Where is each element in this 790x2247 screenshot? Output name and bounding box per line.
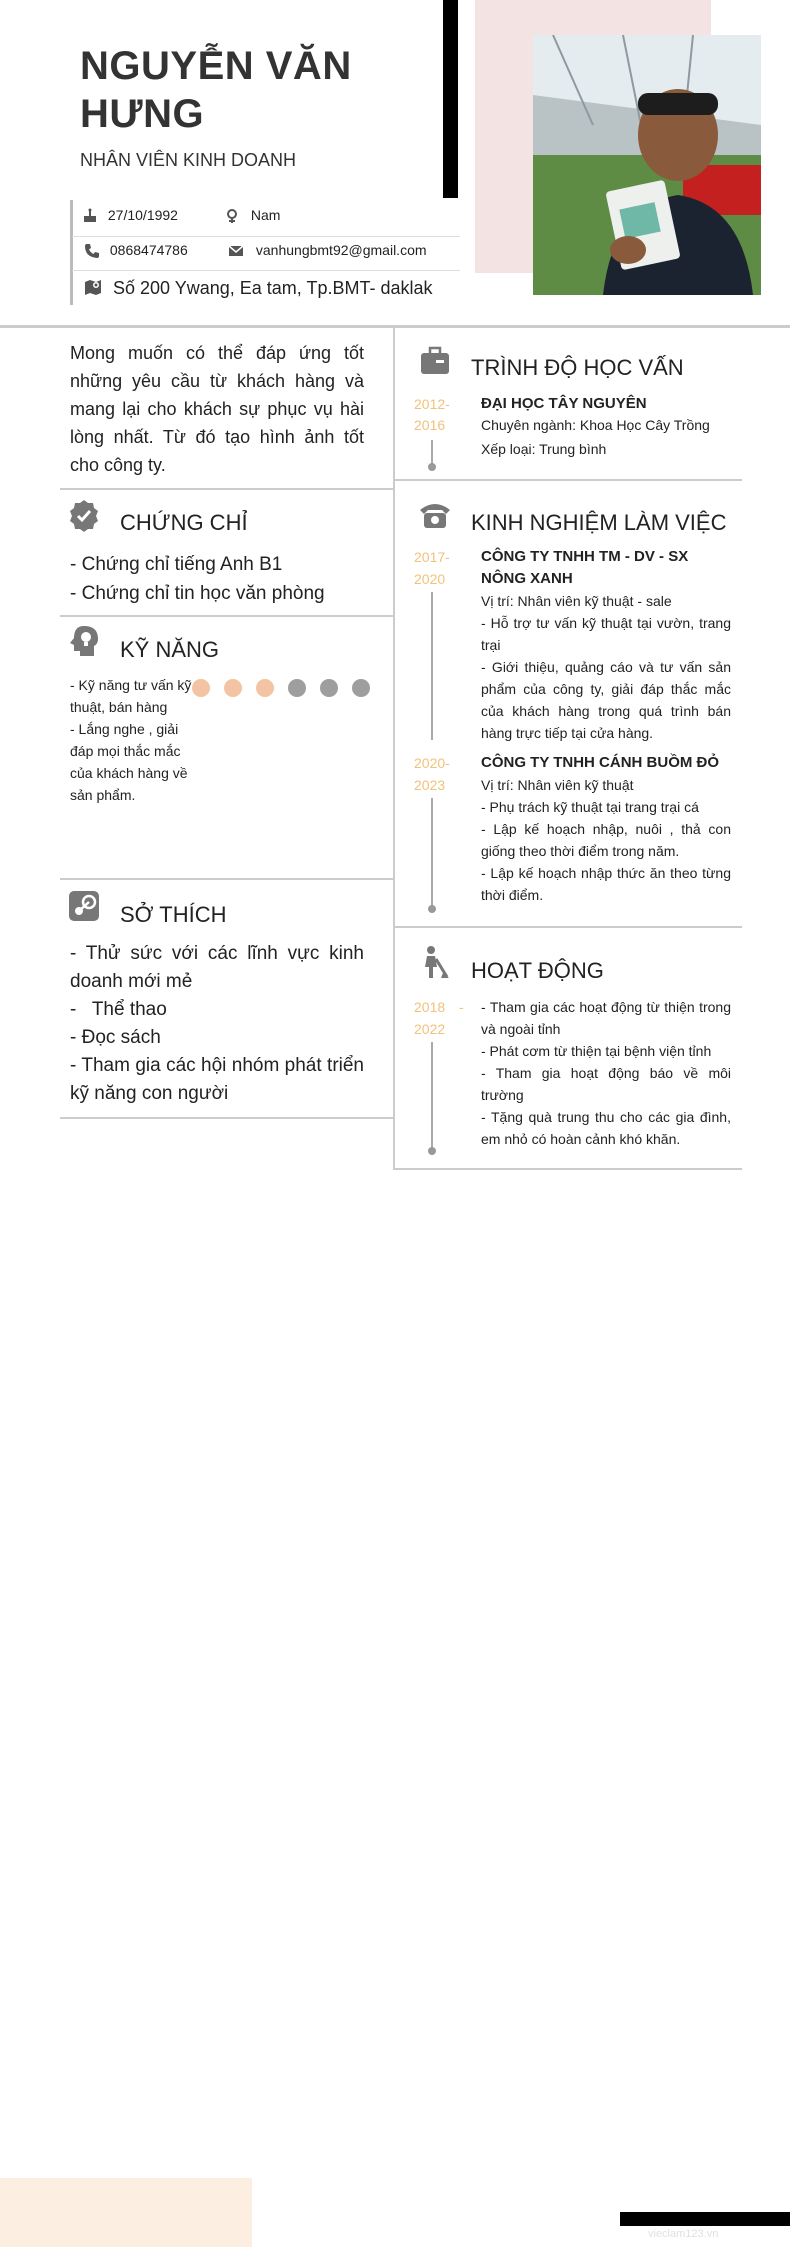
job-year-end: 2023 (414, 777, 446, 793)
candidate-name: NGUYỄN VĂN HƯNG (80, 44, 352, 136)
job-year-start: 2017- (414, 549, 450, 565)
skill-rating-dot-filled (192, 679, 210, 697)
activities-year-dash: - (459, 999, 464, 1015)
birthday-cake-icon (82, 208, 98, 224)
phone-row (84, 242, 188, 259)
job-duty: - Hỗ trợ tư vấn kỹ thuật tại vườn, trang trại (481, 615, 731, 653)
dob-row (82, 207, 178, 224)
hobbies-list (70, 940, 364, 1108)
timeline-line (431, 798, 433, 909)
profile-photo (533, 35, 761, 295)
section-divider (60, 1117, 394, 1119)
education-year-end: 2016 (414, 417, 446, 433)
gender-value: Nam (250, 207, 281, 223)
address-row (84, 278, 433, 299)
phone-icon (84, 243, 100, 259)
activity-item: - Tham gia hoạt động báo về môi trường (481, 1065, 731, 1103)
phone-value[interactable]: 0868474786 (109, 242, 188, 258)
column-divider (393, 328, 395, 1170)
skills-title: KỸ NĂNG (120, 637, 220, 662)
timeline-dot (428, 905, 436, 913)
email-icon (228, 244, 244, 258)
contact-divider (72, 236, 460, 237)
career-objective: Mong muốn có thể đáp ứng tốt những yêu cầu từ khách hàng và mang lại cho khách sự phục vụ hài lòng nhất. Từ đó tạo hình ảnh tốt cho công ty. (70, 343, 364, 475)
skill-item: - Kỹ năng tư vấn kỹ thuật, bán hàng (70, 677, 192, 715)
skill-item: - Lắng nghe , giải đáp mọi thắc mắc của khách hàng về sản phẩm. (70, 721, 188, 803)
email-row (228, 242, 427, 258)
certificate-badge-icon (68, 498, 100, 534)
job-duty: - Lập kế hoạch nhập thức ăn theo từng thời điểm. (481, 865, 731, 903)
skill-rating-dot-empty (352, 679, 370, 697)
experience-title: KINH NGHIỆM LÀM VIỆC (471, 510, 727, 535)
job-title: NHÂN VIÊN KINH DOANH (80, 150, 297, 170)
graduation-icon (420, 346, 450, 376)
timeline-line (431, 1042, 433, 1150)
skill-rating-dot-filled (256, 679, 274, 697)
activity-item: - Tham gia các hoạt động từ thiện trong và ngoài tỉnh (481, 999, 731, 1037)
education-title: TRÌNH ĐỘ HỌC VẤN (471, 355, 684, 380)
footer-decor-block (0, 2178, 252, 2247)
watermark: vieclam123.vn (648, 2228, 719, 2240)
job-position: Vị trí: Nhân viên kỹ thuật (481, 777, 634, 793)
skill-rating-dot-empty (320, 679, 338, 697)
gender-icon (225, 208, 241, 224)
worker-activity-icon (419, 945, 449, 979)
hobby-item: - Đọc sách (70, 1027, 161, 1048)
section-divider (395, 479, 742, 481)
activities-year-end: 2022 (414, 1021, 446, 1037)
header-divider (0, 325, 790, 328)
education-year-start: 2012- (414, 396, 450, 412)
certificates-title: CHỨNG CHỈ (120, 510, 248, 535)
timeline-line (431, 592, 433, 740)
hobby-item: - Thử sức với các lĩnh vực kinh doanh mới mẻ (70, 943, 364, 992)
timeline-dot (428, 463, 436, 471)
education-grade: Xếp loại: Trung bình (481, 441, 607, 457)
job-year-end: 2020 (414, 571, 446, 587)
hobby-steam-icon (68, 890, 100, 922)
job-company: CÔNG TY TNHH TM - DV - SX NÔNG XANH (481, 548, 689, 587)
activity-item: - Phát cơm từ thiện tại bệnh viện tỉnh (481, 1043, 712, 1059)
hobby-item: - Thể thao (70, 999, 167, 1020)
hobbies-title: SỞ THÍCH (120, 902, 227, 927)
skill-rating (192, 679, 384, 702)
hobby-item: - Tham gia các hội nhóm phát triển kỹ năng con người (70, 1055, 364, 1104)
telephone-work-icon (418, 500, 452, 530)
address-value: Số 200 Ywang, Ea tam, Tp.BMT- daklak (113, 278, 433, 298)
job-company: CÔNG TY TNHH CÁNH BUỒM ĐỎ (481, 754, 720, 771)
section-divider (395, 926, 742, 928)
contact-divider (72, 270, 460, 271)
job-position: Vị trí: Nhân viên kỹ thuật - sale (481, 593, 672, 609)
timeline-dot (428, 1147, 436, 1155)
skill-rating-dot-empty (288, 679, 306, 697)
certificate-item: - Chứng chỉ tin học văn phòng (70, 583, 325, 604)
section-divider (60, 615, 394, 617)
job-duty: - Lập kế hoạch nhập, nuôi , thả con giống theo thời điểm trong năm. (481, 821, 731, 859)
activities-list (481, 996, 731, 1150)
footer-decor-bar (620, 2212, 790, 2226)
section-divider (395, 1168, 742, 1170)
head-lightbulb-icon (68, 624, 102, 658)
education-school: ĐẠI HỌC TÂY NGUYÊN (481, 395, 647, 412)
map-pin-icon (84, 278, 102, 296)
dob-value: 27/10/1992 (107, 207, 178, 223)
job-year-start: 2020- (414, 755, 450, 771)
gender-row (225, 207, 280, 224)
section-divider (60, 488, 394, 490)
activities-year-start: 2018 (414, 999, 446, 1015)
job-duty: - Giới thiệu, quảng cáo và tư vấn sản phẩm của công ty, giải đáp thắc mắc của khách hàng trong quá trình bán hàng trực tiếp tại cửa hàng. (481, 659, 731, 741)
skill-rating-dot-filled (224, 679, 242, 697)
header-decor-bar (443, 0, 458, 198)
job-duty: - Phụ trách kỹ thuật tại trang trại cá (481, 799, 699, 815)
activity-item: - Tặng quà trung thu cho các gia đình, em nhỏ có hoàn cảnh khó khăn. (481, 1109, 731, 1147)
certificates-list (70, 550, 325, 608)
section-divider (60, 878, 394, 880)
certificate-item: - Chứng chỉ tiếng Anh B1 (70, 554, 283, 575)
skill-description (70, 674, 200, 806)
activities-title: HOẠT ĐỘNG (471, 958, 604, 983)
email-value[interactable]: vanhungbmt92@gmail.com (255, 242, 427, 258)
education-major: Chuyên ngành: Khoa Học Cây Trồng (481, 417, 710, 433)
